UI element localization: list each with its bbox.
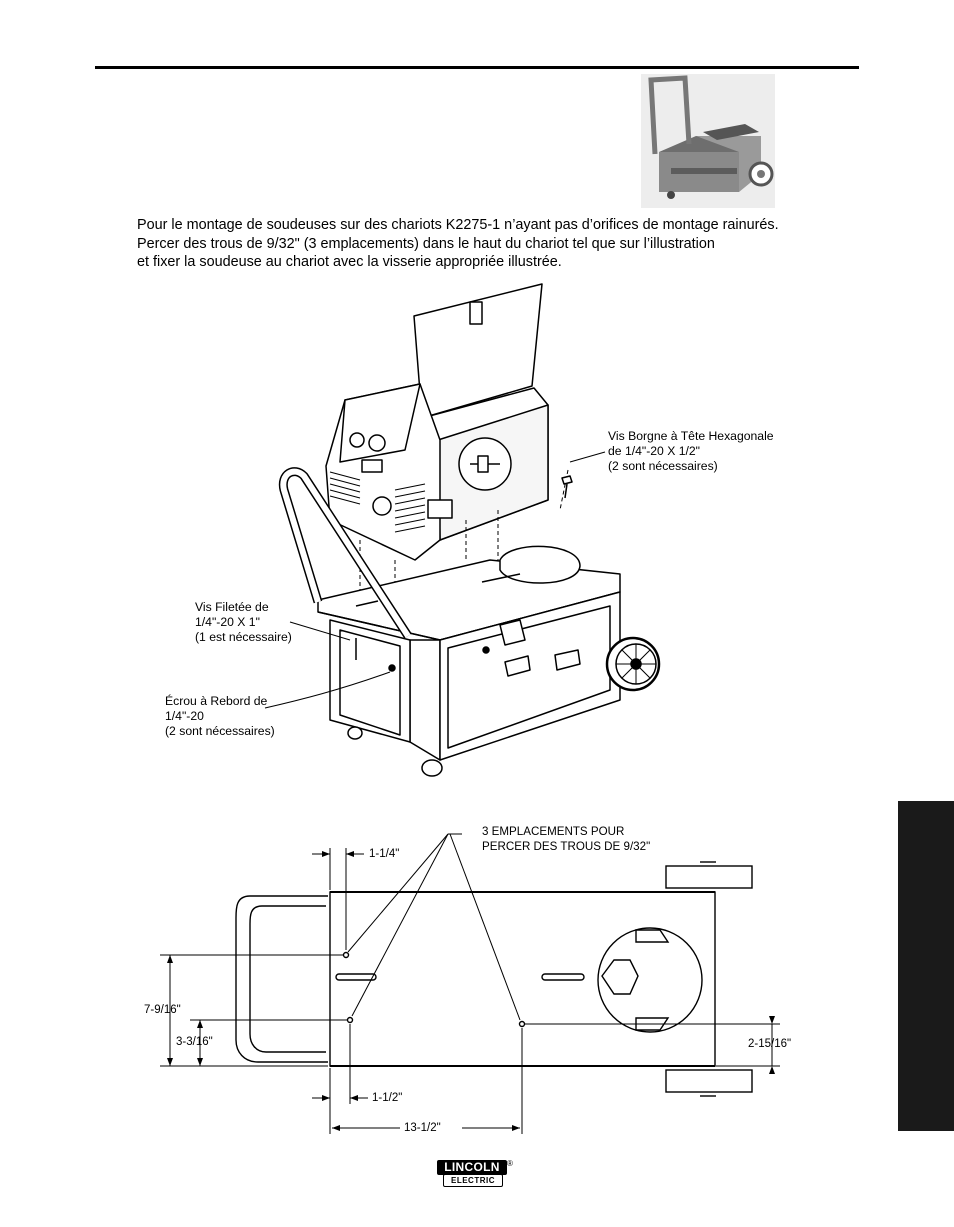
- intro-line-3: et fixer la soudeuse au chariot avec la visserie appropriée illustrée.: [137, 254, 562, 270]
- callout-hex-screw-line-2: de 1/4"-20 X 1/2": [608, 444, 700, 458]
- holes-note-line-1: 3 EMPLACEMENTS POUR: [482, 825, 625, 838]
- intro-line-1: Pour le montage de soudeuses sur des chariots K2275-1 n’ayant pas d’orifices de montage rainurés.: [137, 217, 779, 233]
- logo-bottom-text: ELECTRIC: [443, 1174, 503, 1187]
- callout-flange-nut-line-1: Écrou à Rebord de: [165, 694, 268, 708]
- logo-registered-mark: ®: [507, 1159, 513, 1168]
- holes-note: [482, 825, 650, 854]
- callout-hex-screw-line-1: Vis Borgne à Tête Hexagonale: [608, 429, 774, 443]
- callout-flange-nut-line-2: 1/4"-20: [165, 709, 204, 723]
- callout-thread-screw-line-2: 1/4"-20 X 1": [195, 615, 260, 629]
- logo-top-text: LINCOLN: [437, 1160, 507, 1175]
- callout-flange-nut-line-3: (2 sont nécessaires): [165, 724, 275, 738]
- side-section-tab: [898, 801, 954, 1131]
- dim-3-3-16: 3-3/16": [176, 1036, 213, 1048]
- callout-thread-screw-line-3: (1 est nécessaire): [195, 630, 292, 644]
- dim-7-9-16: 7-9/16": [144, 1004, 181, 1016]
- dim-2-15-16: 2-15/16": [748, 1038, 792, 1050]
- dim-1-1-4: 1-1/4": [369, 848, 400, 860]
- callout-hex-screw-line-3: (2 sont nécessaires): [608, 459, 718, 473]
- holes-note-line-2: PERCER DES TROUS DE 9/32": [482, 839, 651, 853]
- dim-13-1-2: 13-1/2": [404, 1122, 441, 1134]
- intro-line-2: Percer des trous de 9/32" (3 emplacements) dans le haut du chariot tel que sur l’illustration: [137, 235, 715, 252]
- lincoln-electric-logo: [437, 1160, 511, 1188]
- dim-1-1-2: 1-1/2": [372, 1092, 403, 1104]
- callout-thread-screw-line-1: Vis Filetée de: [195, 600, 269, 614]
